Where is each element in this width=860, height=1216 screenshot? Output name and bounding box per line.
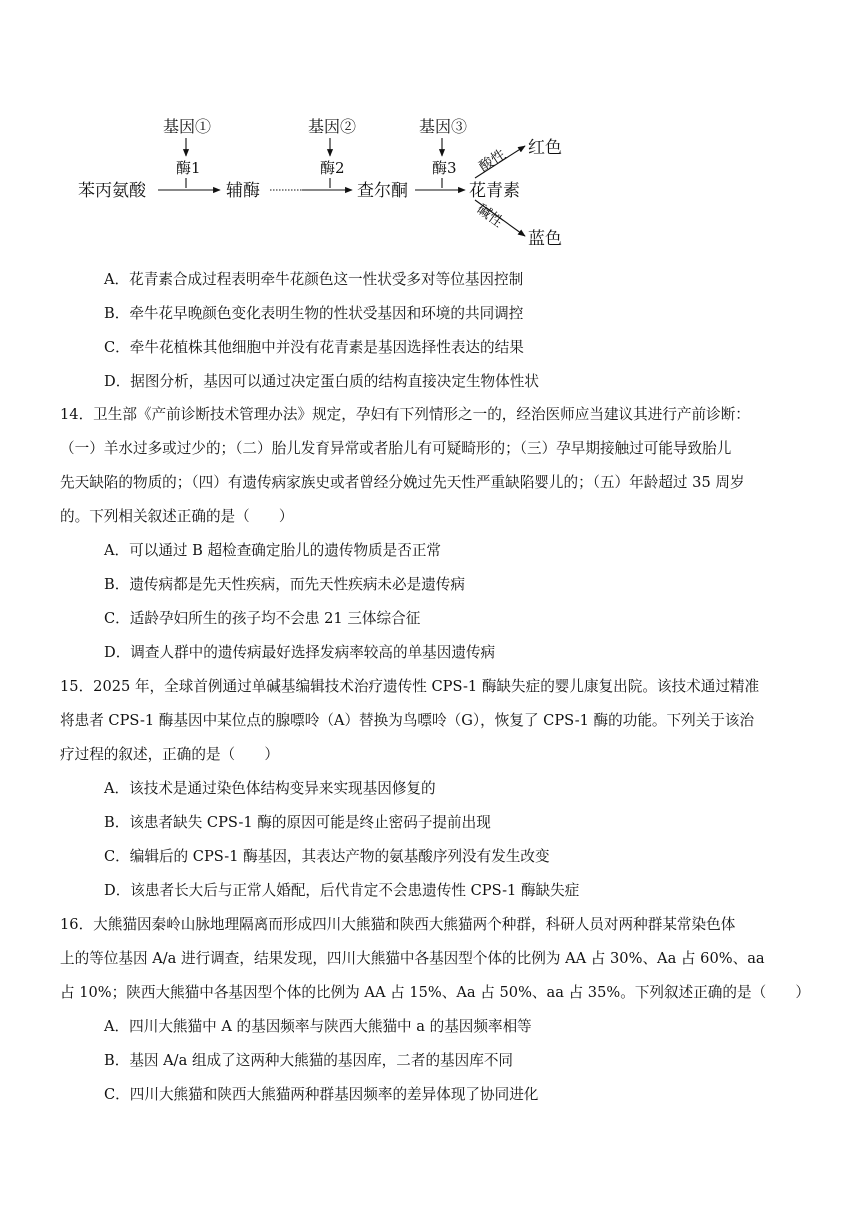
q15-option-b: B．该患者缺失 CPS-1 酶的原因可能是终止密码子提前出现 — [104, 814, 491, 831]
q14-stem-line-1: 14．卫生部《产前诊断技术管理办法》规定，孕妇有下列情形之一的，经治医师应当建议其进行产前诊断： — [60, 406, 750, 423]
q16-option-c: C．四川大熊猫和陕西大熊猫两种群基因频率的差异体现了协同进化 — [104, 1086, 539, 1103]
q13-option-d: D．据图分析，基因可以通过决定蛋白质的结构直接决定生物体性状 — [104, 373, 539, 390]
q16-option-a: A．四川大熊猫中 A 的基因频率与陕西大熊猫中 a 的基因频率相等 — [104, 1018, 532, 1035]
acidic-label: 酸性 — [476, 146, 509, 176]
chalcone-label: 查尔酮 — [357, 181, 408, 201]
q16-stem-line-2: 上的等位基因 A/a 进行调查，结果发现，四川大熊猫中各基因型个体的比例为 AA 占 30%、Aa 占 60%、aa — [60, 950, 765, 967]
gene1-label: 基因① — [163, 117, 212, 136]
q13-option-a: A．花青素合成过程表明牵牛花颜色这一性状受多对等位基因控制 — [104, 271, 524, 288]
q16-option-b: B．基因 A/a 组成了这两种大熊猫的基因库，二者的基因库不同 — [104, 1052, 514, 1069]
q14-stem-line-3: 先天缺陷的物质的；（四）有遗传病家族史或者曾经分娩过先天性严重缺陷婴儿的；（五）年龄超过 35 周岁 — [60, 474, 745, 491]
q15-stem-line-2: 将患者 CPS-1 酶基因中某位点的腺嘌呤（A）替换为鸟嘌呤（G），恢复了 CPS-1 酶的功能。下列关于该治 — [60, 712, 755, 729]
q13-option-c: C．牵牛花植株其他细胞中并没有花青素是基因选择性表达的结果 — [104, 339, 524, 356]
q14-option-a: A．可以通过 B 超检查确定胎儿的遗传物质是否正常 — [104, 542, 442, 559]
enzyme1-label: 酶1 — [176, 159, 201, 177]
red-label: 红色 — [528, 138, 562, 158]
q15-option-a: A．该技术是通过染色体结构变异来实现基因修复的 — [104, 780, 436, 797]
q13-option-b: B．牵牛花早晚颜色变化表明生物的性状受基因和环境的共同调控 — [104, 305, 524, 322]
q16-stem-line-3: 占 10%；陕西大熊猫中各基因型个体的比例为 AA 占 15%、Aa 占 50%、aa 占 35%。下列叙述正确的是（ ） — [60, 984, 810, 1001]
q15-stem-line-1: 15．2025 年，全球首例通过单碱基编辑技术治疗遗传性 CPS-1 酶缺失症的婴儿康复出院。该技术通过精准 — [60, 678, 760, 695]
blue-label: 蓝色 — [528, 229, 562, 249]
anthocyanin-label: 花青素 — [469, 181, 520, 201]
gene2-label: 基因② — [308, 117, 357, 136]
q15-option-d: D．该患者长大后与正常人婚配，后代肯定不会患遗传性 CPS-1 酶缺失症 — [104, 882, 580, 899]
q15-option-c: C．编辑后的 CPS-1 酶基因，其表达产物的氨基酸序列没有发生改变 — [104, 848, 550, 865]
phenylalanine-label: 苯丙氨酸 — [78, 181, 146, 201]
q14-option-c: C．适龄孕妇所生的孩子均不会患 21 三体综合征 — [104, 610, 421, 627]
pathway-svg — [70, 108, 590, 253]
q14-option-d: D．调查人群中的遗传病最好选择发病率较高的单基因遗传病 — [104, 644, 496, 661]
q14-option-b: B．遗传病都是先天性疾病，而先天性疾病未必是遗传病 — [104, 576, 465, 593]
coenzyme-label: 辅酶 — [226, 181, 260, 201]
enzyme3-label: 酶3 — [432, 159, 457, 177]
q14-stem-line-4: 的。下列相关叙述正确的是（ ） — [60, 508, 294, 525]
anthocyanin-pathway-diagram — [70, 108, 590, 253]
q14-stem-line-2: （一）羊水过多或过少的；（二）胎儿发育异常或者胎儿有可疑畸形的；（三）孕早期接触过可能导致胎儿 — [60, 440, 732, 457]
q15-stem-line-3: 疗过程的叙述，正确的是（ ） — [60, 746, 279, 763]
q16-stem-line-1: 16．大熊猫因秦岭山脉地理隔离而形成四川大熊猫和陕西大熊猫两个种群，科研人员对两种群某常染色体 — [60, 916, 736, 933]
enzyme2-label: 酶2 — [320, 159, 345, 177]
basic-label: 碱性 — [473, 201, 506, 231]
gene3-label: 基因③ — [419, 117, 468, 136]
